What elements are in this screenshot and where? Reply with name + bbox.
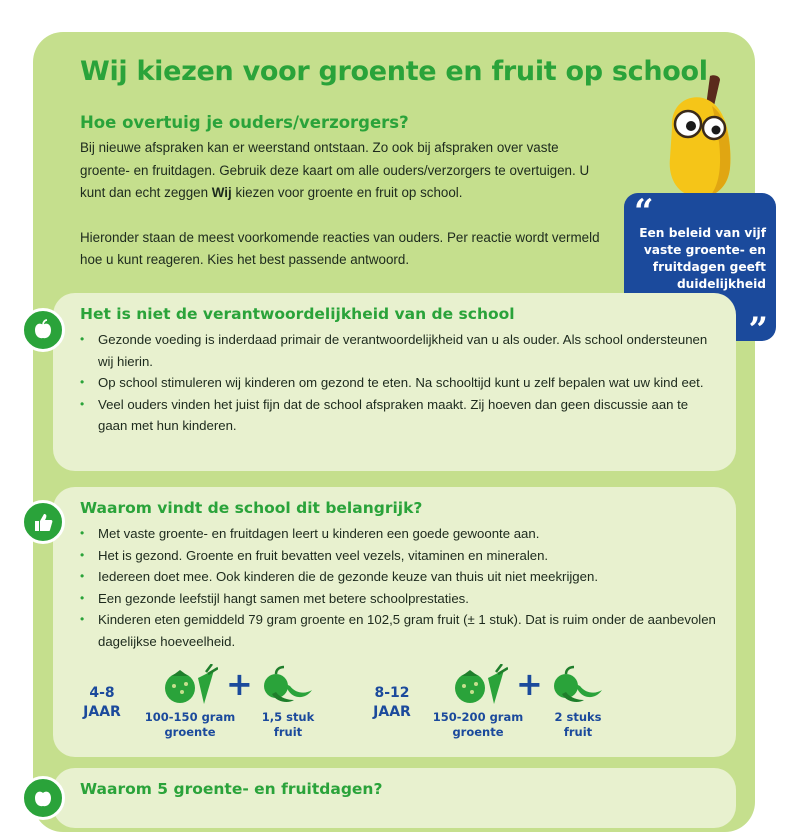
banana-mascot-icon [648, 72, 748, 200]
section-responsibility [53, 293, 736, 471]
list-item: • Een gezonde leefstijl hangt samen met betere schoolprestaties. [80, 588, 720, 610]
list-item: • Kinderen eten gemiddeld 79 gram groente en 102,5 gram fruit (± 1 stuk). Dat is ruim onder de aanbevolen dagelijkse hoeveelheid. [80, 609, 720, 652]
bullet-list [80, 523, 720, 652]
emphasis-wij: Wij [211, 185, 232, 200]
page-title: Wij kiezen voor groente en fruit op school [80, 56, 708, 87]
list-item: • Het is gezond. Groente en fruit bevatten veel vezels, vitaminen en mineralen. [80, 545, 720, 567]
intro-paragraph-2: Hieronder staan de meest voorkomende reacties van ouders. Per reactie wordt vermeld hoe u kunt reageren. Kies het best passende antwoord. [80, 229, 600, 267]
list-item: • Gezonde voeding is inderdaad primair de verantwoordelijkheid van u als ouder. Als school ondersteunen wij hierin. [80, 329, 720, 372]
bullet-list [80, 329, 720, 437]
vegetables-icon [452, 664, 508, 706]
section-five-days [53, 768, 736, 828]
intro-text [80, 137, 600, 272]
veg-amount-label: 150-200 gram groente [432, 710, 524, 739]
veg-amount-label: 100-150 gram groente [144, 710, 236, 739]
page-subtitle: Hoe overtuig je ouders/verzorgers? [80, 113, 409, 132]
plus-sign: + [516, 665, 543, 703]
plus-sign: + [226, 665, 253, 703]
age-group-4-8: 4-8 JAAR [83, 685, 121, 720]
section-title: Waarom vindt de school dit belangrijk? [80, 499, 423, 517]
fruit-icon [552, 664, 604, 706]
fruit-amount-label: 2 stuks fruit [554, 710, 602, 739]
list-item: • Met vaste groente- en fruitdagen leert u kinderen een goede gewoonte aan. [80, 523, 720, 545]
close-quote-icon: ” [748, 310, 768, 350]
open-quote-icon: “ [634, 192, 654, 232]
thumbs-up-icon [21, 500, 65, 544]
section-title: Waarom 5 groente- en fruitdagen? [80, 780, 383, 798]
apple-icon [21, 776, 65, 820]
fruit-icon [262, 664, 314, 706]
fruit-amount-label: 1,5 stuk fruit [261, 710, 315, 739]
section-title: Het is niet de verantwoordelijkheid van de school [80, 305, 515, 323]
quote-text: Een beleid van vijf vaste groente- en fruitdagen geeft duidelijkheid [639, 226, 766, 291]
intro-paragraph-1: Bij nieuwe afspraken kan er weerstand ontstaan. Zo ook bij afspraken over vaste groente- en fruitdagen. Gebruik deze kaart om alle ouders/verzorgers te overtuigen. U kunt dan echt zeggen Wij kiezen voor groente en fruit op school. [80, 140, 590, 200]
list-item: • Iedereen doet mee. Ook kinderen die de gezonde keuze van thuis uit niet meekrijgen. [80, 566, 720, 588]
vegetables-icon [162, 664, 218, 706]
age-group-8-12: 8-12 JAAR [373, 685, 411, 720]
list-item: • Veel ouders vinden het juist fijn dat de school afspraken maakt. Zij hoeven dan geen discussie aan te gaan met hun kinderen. [80, 394, 720, 437]
list-item: • Op school stimuleren wij kinderen om gezond te eten. Na schooltijd kunt u zelf bepalen wat uw kind eet. [80, 372, 720, 394]
apple-icon [21, 308, 65, 352]
